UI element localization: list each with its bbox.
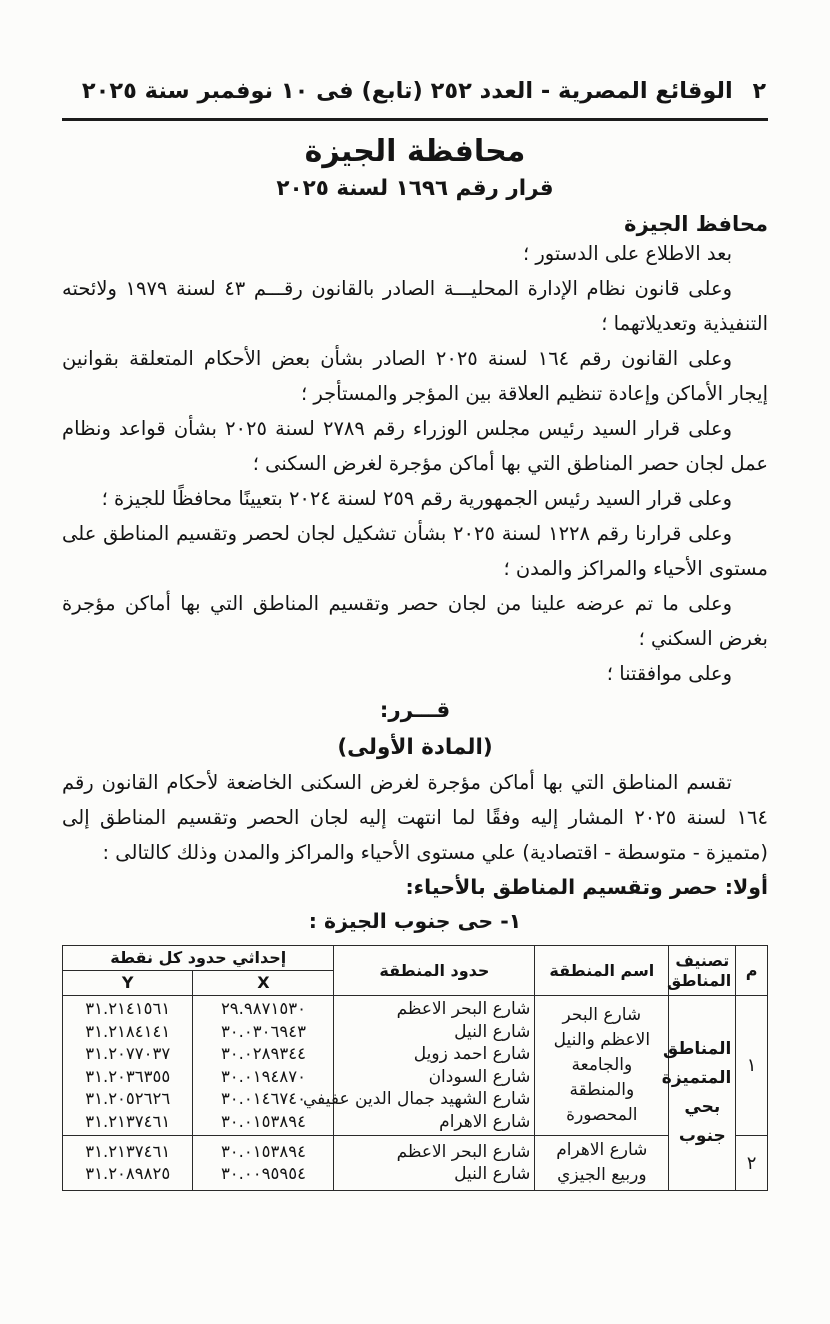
page-number: ٢: [752, 79, 766, 104]
y-coordinates-cell: [63, 996, 193, 1136]
page-header: [62, 78, 768, 104]
area-bounds-column-header: حدود المنطقة: [334, 946, 535, 996]
area-name-column-header: اسم المنطقة: [535, 946, 669, 996]
bounds-line: شارع السودان: [428, 1066, 531, 1087]
y-value: ٣١.٢٠٥٢٦٢٦: [85, 1089, 171, 1108]
x-value: ٣٠.٠٠٩٥٩٥٤: [220, 1164, 306, 1183]
serial-column-header: م: [736, 946, 768, 996]
x-value: ٣٠.٠١٥٣٨٩٤: [220, 1111, 306, 1131]
y-value: ٣١.٢٠٧٧٠٣٧: [85, 1044, 171, 1063]
x-value: ٣٠.٠٢٨٩٣٤٤: [220, 1044, 306, 1063]
y-value: ٣١.٢١٣٧٤٦١: [85, 1111, 171, 1131]
area-name-cell: شارع الاهرام وربيع الجيزي: [535, 1136, 669, 1191]
districts-table: [62, 945, 768, 1191]
bounds-line: شارع الشهيد جمال الدين عفيفي: [303, 1089, 531, 1109]
article-one-paragraph: تقسم المناطق التي بها أماكن مؤجرة لغرض السكنى الخاضعة لأحكام القانون رقم ١٦٤ لسنة ٢٠٢٥ المشار إليه وفقًا لما انتهت إليه لجان الحصر وتقسيم المناطق إلى (متميزة - متوسطة - اقتصادية) علي مستوى الأحياء والمراكز والمدن وذلك كالتالى :: [62, 771, 768, 864]
bounds-line: شارع احمد زويل: [413, 1044, 531, 1064]
table-header-row: [63, 946, 768, 971]
table-row: [63, 996, 768, 1136]
area-bounds-cell: [334, 1136, 535, 1191]
preamble-paragraph: وعلى القانون رقم ١٦٤ لسنة ٢٠٢٥ الصادر بشأن بعض الأحكام المتعلقة بقوانين إيجار الأماكن وإعادة تنظيم العلاقة بين المؤجر والمستأجر ؛: [62, 347, 768, 405]
area-name-cell: شارع البحر الاعظم والنيل والجامعة والمنطقة المحصورة: [535, 996, 669, 1136]
y-value: ٣١.٢٠٨٩٨٢٥: [85, 1164, 171, 1183]
x-coordinates-cell: [193, 1136, 334, 1191]
table-row: [63, 1136, 768, 1191]
preamble-paragraph: وعلى قرار السيد رئيس مجلس الوزراء رقم ٢٧٨٩ لسنة ٢٠٢٥ بشأن قواعد ونظام عمل لجان حصر المناطق التي بها أماكن مؤجرة لغرض السكنى ؛: [62, 417, 768, 475]
bounds-line: شارع الاهرام: [439, 1111, 531, 1132]
x-coordinates-cell: [193, 996, 334, 1136]
serial-cell: ٢: [736, 1136, 768, 1191]
serial-cell: ١: [736, 996, 768, 1136]
preamble-paragraph: وعلى قرار السيد رئيس الجمهورية رقم ٢٥٩ لسنة ٢٠٢٤ بتعيينًا محافظًا للجيزة ؛: [101, 487, 732, 510]
x-value: ٣٠.٠١٩٤٨٧٠: [220, 1066, 306, 1086]
y-coordinates-cell: [63, 1136, 193, 1191]
coordinates-group-header: إحداثي حدود كل نقطة: [63, 946, 334, 971]
bounds-line: شارع النيل: [454, 1021, 531, 1042]
preamble-paragraph: وعلى قرارنا رقم ١٢٢٨ لسنة ٢٠٢٥ بشأن تشكيل لجان لحصر وتقسيم المناطق على مستوى الأحياء والمراكز والمدن ؛: [62, 522, 768, 580]
preamble-paragraph: وعلى موافقتنا ؛: [606, 662, 732, 685]
classification-cell: المناطق المتميزة بحي جنوب: [669, 996, 736, 1191]
x-value: ٢٩.٩٨٧١٥٣٠: [220, 999, 306, 1018]
preamble-paragraph: وعلى قانون نظام الإدارة المحليـــة الصادر بالقانون رقـــم ٤٣ لسنة ١٩٧٩ ولائحته التنفيذية وتعديلاتهما ؛: [62, 277, 768, 335]
bounds-line: شارع البحر الاعظم: [396, 1141, 531, 1162]
section-first-heading: أولا: حصر وتقسيم المناطق بالأحياء:: [405, 875, 768, 899]
y-value: ٣١.٢١٤١٥٦١: [85, 999, 171, 1018]
article-one-heading: (المادة الأولى): [337, 735, 493, 760]
district-one-heading: ١- حى جنوب الجيزة :: [308, 909, 522, 933]
bounds-line: شارع البحر الاعظم: [396, 999, 531, 1019]
governorate-title: محافظة الجيزة: [304, 134, 526, 169]
x-value: ٣٠.٠١٥٣٨٩٤: [220, 1141, 306, 1161]
preamble-paragraph: بعد الاطلاع على الدستور ؛: [522, 242, 732, 265]
x-value: ٣٠.٠٣٠٦٩٤٣: [220, 1021, 306, 1041]
bounds-line: شارع النيل: [454, 1164, 531, 1184]
area-bounds-cell: [303, 996, 535, 1136]
classification-column-header: تصنيف المناطق: [669, 946, 736, 996]
y-value: ٣١.٢١٣٧٤٦١: [85, 1141, 171, 1161]
y-value: ٣١.٢١٨٤١٤١: [85, 1021, 171, 1041]
y-value: ٣١.٢٠٣٦٣٥٥: [85, 1066, 171, 1086]
x-column-header: X: [193, 971, 334, 996]
governor-heading: محافظ الجيزة: [624, 212, 768, 236]
header-rule: [62, 118, 768, 121]
decree-number-subtitle: قرار رقم ١٦٩٦ لسنة ٢٠٢٥: [276, 176, 554, 201]
decree-word: قـــرر:: [379, 698, 451, 723]
x-value: ٣٠.٠١٤٦٧٤٠: [220, 1089, 306, 1108]
gazette-header-title: الوقائع المصرية - العدد ٢٥٢ (تابع) فى ١٠ نوفمبر سنة ٢٠٢٥: [81, 78, 733, 104]
preamble-paragraph: وعلى ما تم عرضه علينا من لجان حصر وتقسيم المناطق التي بها أماكن مؤجرة بغرض السكني ؛: [62, 592, 768, 650]
y-column-header: Y: [63, 971, 193, 996]
